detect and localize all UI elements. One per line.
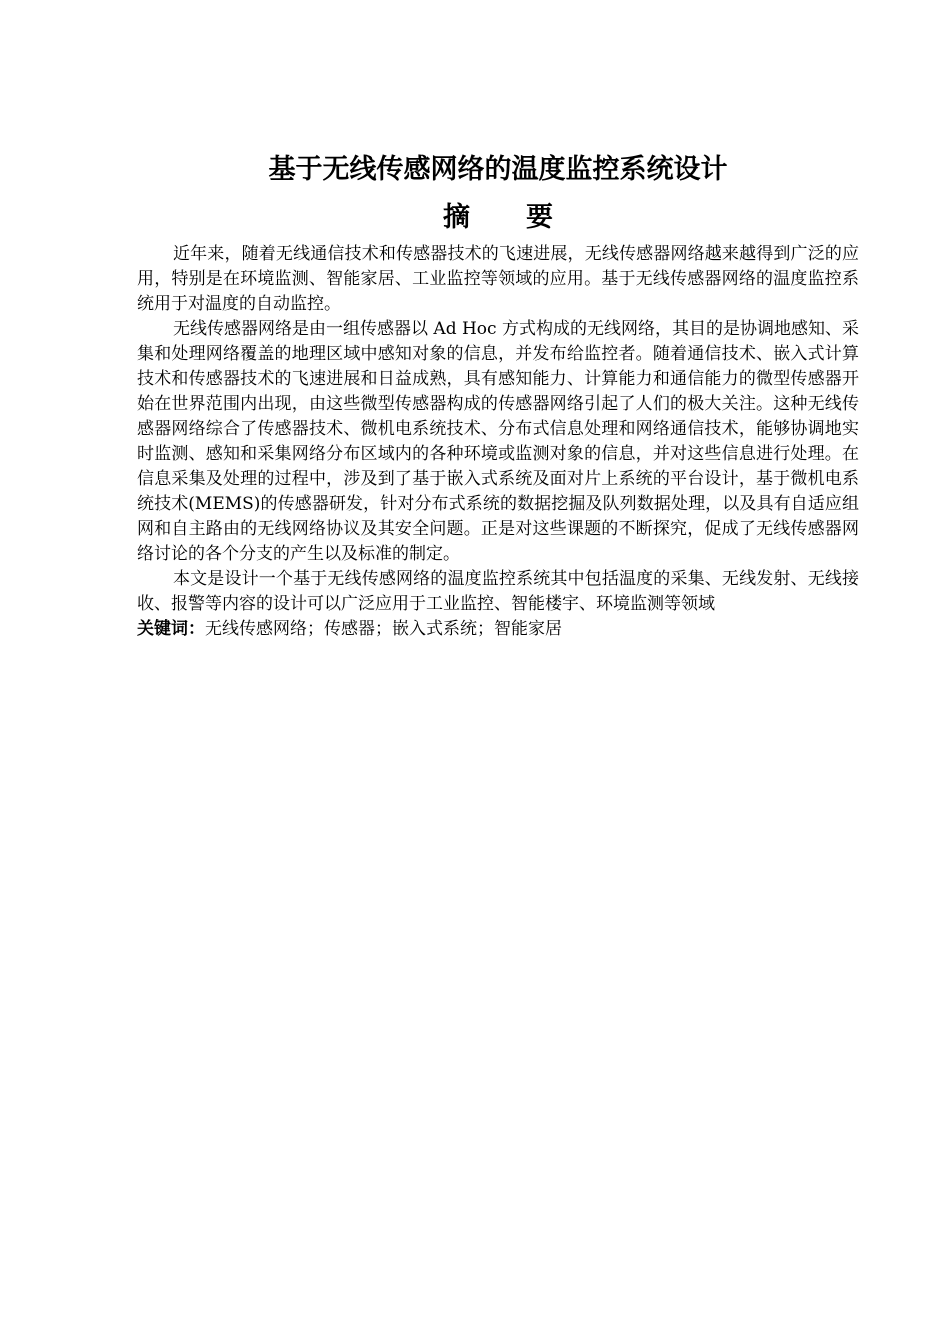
abstract-heading: 摘要	[443, 202, 609, 233]
keywords-line	[137, 617, 859, 642]
abstract-paragraph-2: 无线传感器网络是由一组传感器以 Ad Hoc 方式构成的无线网络，其目的是协调地感知、采集和处理网络覆盖的地理区域中感知对象的信息，并发布给监控者。随着通信技术、嵌入式计算技术和传感器技术的飞速进展和日益成熟，具有感知能力、计算能力和通信能力的微型传感器开始在世界范围内出现，由这些微型传感器构成的传感器网络引起了人们的极大关注。这种无线传感器网络综合了传感器技术、微机电系统技术、分布式信息处理和网络通信技术，能够协调地实时监测、感知和采集网络分布区域内的各种环境或监测对象的信息，并对这些信息进行处理。在信息采集及处理的过程中，涉及到了基于嵌入式系统及面对片上系统的平台设计，基于微机电系统技术(MEMS)的传感器研发，针对分布式系统的数据挖掘及队列数据处理，以及具有自适应组网和自主路由的无线网络协议及其安全问题。正是对这些课题的不断探究，促成了无线传感器网络讨论的各个分支的产生以及标准的制定。	[137, 319, 859, 564]
keywords-text: 无线传感网络；传感器；嵌入式系统；智能家居	[205, 619, 562, 639]
abstract-paragraph-1: 近年来，随着无线通信技术和传感器技术的飞速进展，无线传感器网络越来越得到广泛的应用，特别是在环境监测、智能家居、工业监控等领域的应用。基于无线传感器网络的温度监控系统用于对温度的自动监控。	[137, 244, 859, 314]
document-title: 基于无线传感网络的温度监控系统设计	[268, 154, 728, 185]
keywords-label: 关键词：	[137, 619, 205, 639]
document-content	[137, 150, 859, 642]
abstract-paragraph-3: 本文是设计一个基于无线传感网络的温度监控系统其中包括温度的采集、无线发射、无线接收、报警等内容的设计可以广泛应用于工业监控、智能楼宇、环境监测等领域	[137, 569, 859, 614]
